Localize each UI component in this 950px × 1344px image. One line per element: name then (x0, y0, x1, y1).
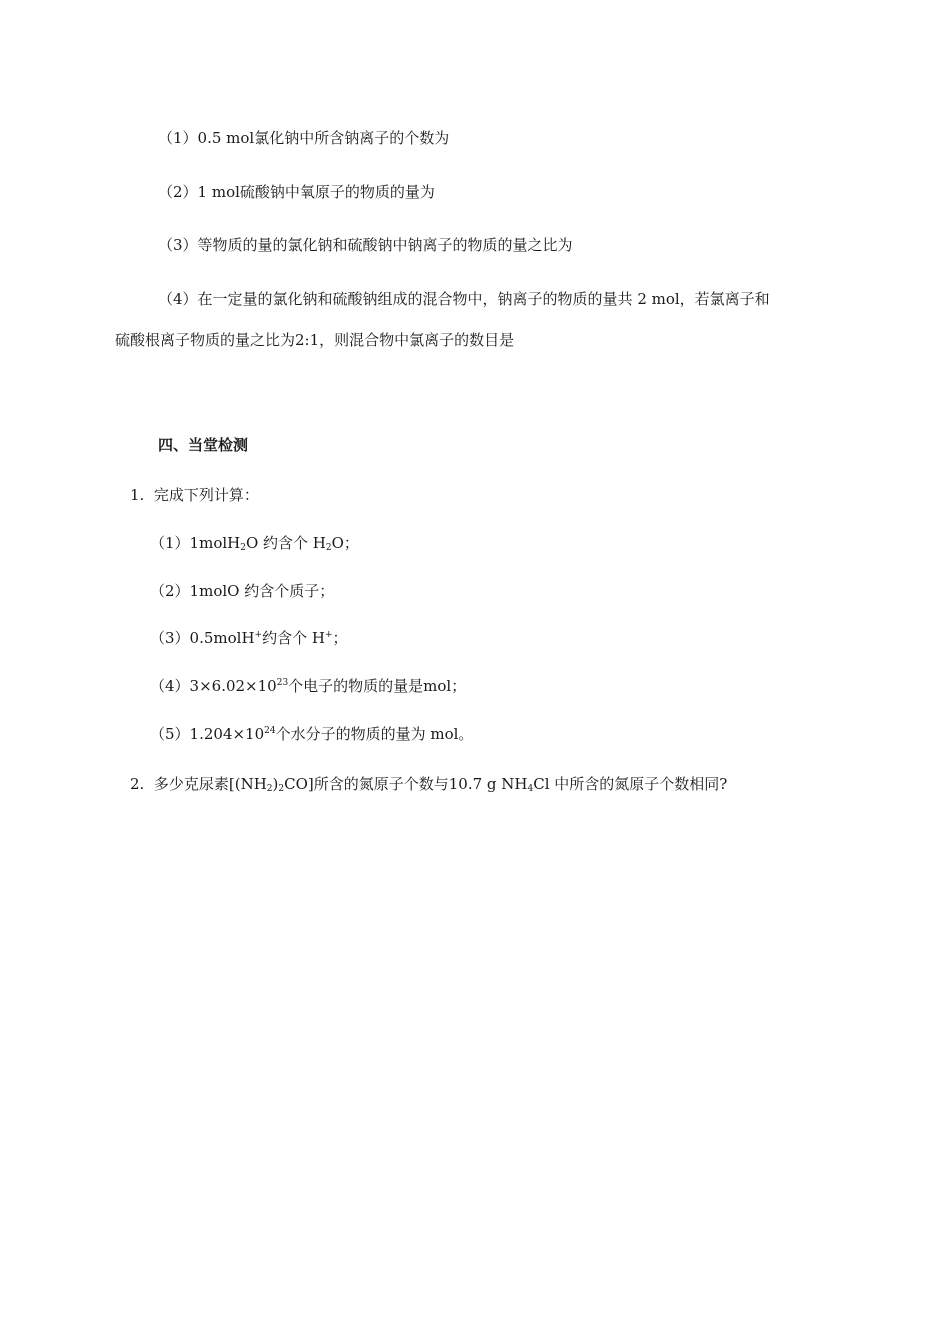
question-text: 完成下列计算： (153, 486, 259, 504)
question-number: 1. (130, 486, 145, 504)
sub-number: （1） (150, 534, 190, 552)
section-heading: 四、当堂检测 (158, 436, 249, 454)
item-number: （2） (158, 183, 198, 201)
item-number: （3） (158, 236, 198, 254)
sub-number: （3） (150, 629, 190, 647)
subitem-5: $(5)1.204\times 10^{24}$个水分子的物质的量为 mol。 (150, 725, 474, 743)
item-text: 0.5 mol氯化钠中所含钠离子的个数为 (197, 129, 450, 147)
sub-number: （4） (150, 677, 190, 695)
sub-number: （2） (150, 582, 190, 600)
sub-number: （5） (150, 725, 190, 743)
question-number: 2. (130, 775, 145, 793)
question-2: 2. 多少克尿素$[(NH_2)_2CO]$所含的氮原子个数与10.7 g $NH_4Cl$ 中所含的氮原子个数相同? (130, 775, 728, 794)
item-3 (158, 235, 573, 255)
item-number: （4） (158, 290, 198, 308)
item-text: 1 mol硫酸钠中氧原子的物质的量为 (197, 183, 435, 201)
subitem-1: （1）1molH$_2$O 约含个 $H_2O$； (150, 534, 359, 553)
item-number: （1） (158, 129, 198, 147)
item-2 (158, 182, 435, 202)
item-1 (158, 128, 449, 148)
item-text: 在一定量的氯化钠和硫酸钠组成的混合物中，钠离子的物质的量共 2 mol，若氯离子和 (197, 290, 770, 308)
subitem-2: （2）1molO 约含个质子； (150, 582, 335, 600)
question-1 (130, 485, 259, 505)
item-4 (158, 289, 770, 309)
item-text-continued: 硫酸根离子物质的量之比为2:1，则混合物中氯离子的数目是 (115, 331, 515, 349)
item-4-continuation (115, 330, 514, 350)
subitem-3: （3）0.5molH+约含个 H+； (150, 629, 348, 647)
item-text: 等物质的量的氯化钠和硫酸钠中钠离子的物质的量之比为 (197, 236, 573, 254)
subitem-4: $(4)3\times 6.02\times 10^{23}$个电子的物质的量是mol； (150, 677, 467, 695)
